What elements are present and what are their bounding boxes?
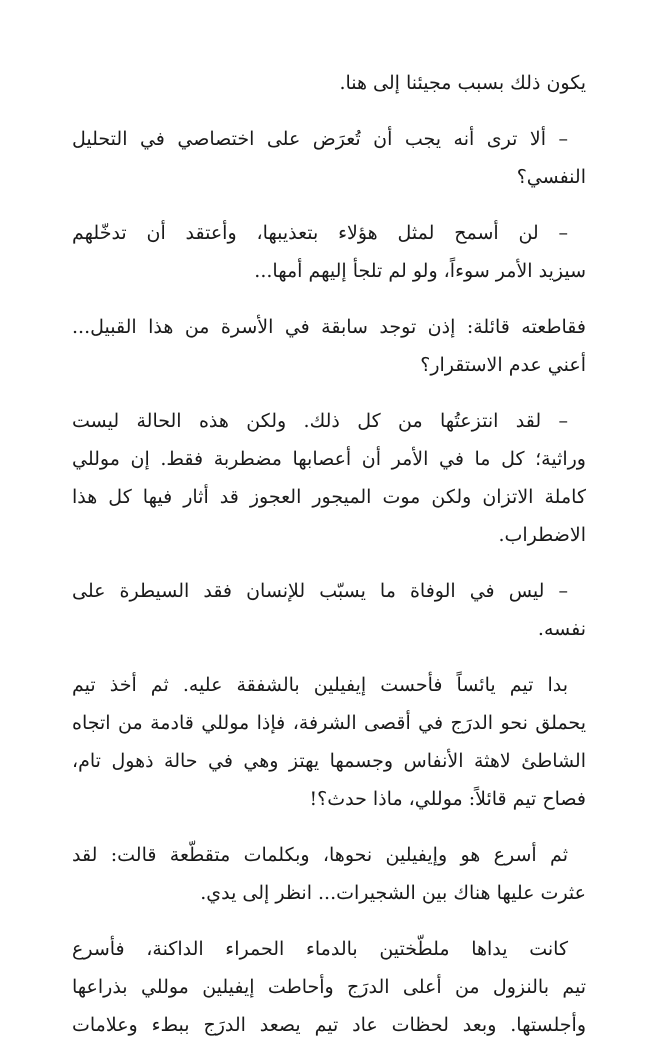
paragraph bbox=[72, 64, 586, 102]
text-line: – لقد انتزعتُها من كل ذلك. ولكن هذه الحالة ليست bbox=[72, 410, 568, 432]
text-line: – ليس في الوفاة ما يسبّب للإنسان فقد السيطرة على bbox=[72, 580, 568, 602]
paragraph bbox=[72, 666, 586, 818]
paragraph bbox=[72, 572, 586, 648]
text-line: بدا تيم يائساً فأحست إيفيلين بالشفقة عليه. ثم أخذ تيم bbox=[72, 674, 568, 696]
text-line: سيزيد الأمر سوءاً، ولو لم تلجأ إليهم أمها... bbox=[254, 260, 586, 282]
text-line: الاضطراب. bbox=[498, 524, 586, 546]
text-line: نفسه. bbox=[537, 618, 586, 640]
paragraph bbox=[72, 120, 586, 196]
text-line: – ألا ترى أنه يجب أن تُعرَض على اختصاصي في التحليل bbox=[72, 128, 568, 150]
text-line: النفسي؟ bbox=[516, 166, 586, 188]
text-line: يحملق نحو الدرَج في أقصى الشرفة، فإذا موللي قادمة من اتجاه bbox=[72, 712, 586, 734]
text-line: أعني عدم الاستقرار؟ bbox=[420, 354, 586, 376]
text-line: ثم أسرع هو وإيفيلين نحوها، وبكلمات متقطّعة قالت: لقد bbox=[72, 844, 568, 866]
book-page bbox=[72, 64, 586, 1062]
paragraph bbox=[72, 308, 586, 384]
paragraph bbox=[72, 930, 586, 1044]
text-line: يكون ذلك بسبب مجيئنا إلى هنا. bbox=[339, 72, 586, 94]
text-line: وراثية؛ كل ما في الأمر أن أعصابها مضطربة فقط. إن موللي bbox=[72, 448, 586, 470]
text-line: – لن أسمح لمثل هؤلاء بتعذيبها، وأعتقد أن تدخّلهم bbox=[72, 222, 568, 244]
text-line: وأجلستها. وبعد لحظات عاد تيم يصعد الدرَج ببطء وعلامات bbox=[72, 1014, 586, 1036]
text-line: كانت يداها ملطّختين بالدماء الحمراء الداكنة، فأسرع bbox=[72, 938, 568, 960]
paragraph bbox=[72, 402, 586, 554]
text-line: فقاطعته قائلة: إذن توجد سابقة في الأسرة من هذا القبيل... bbox=[72, 316, 586, 338]
paragraph bbox=[72, 214, 586, 290]
text-line: تيم بالنزول من أعلى الدرَج وأحاطت إيفيلين موللي بذراعها bbox=[72, 976, 586, 998]
paragraph bbox=[72, 836, 586, 912]
text-line: عثرت عليها هناك بين الشجيرات... انظر إلى يدي. bbox=[200, 882, 586, 904]
text-line: كاملة الاتزان ولكن موت الميجور العجوز قد أثار فيها كل هذا bbox=[72, 486, 586, 508]
text-line: الشاطئ لاهثة الأنفاس وجسمها يهتز وهي في حالة ذهول تام، bbox=[72, 750, 586, 772]
text-line: فصاح تيم قائلاً: موللي، ماذا حدث؟! bbox=[309, 788, 586, 810]
